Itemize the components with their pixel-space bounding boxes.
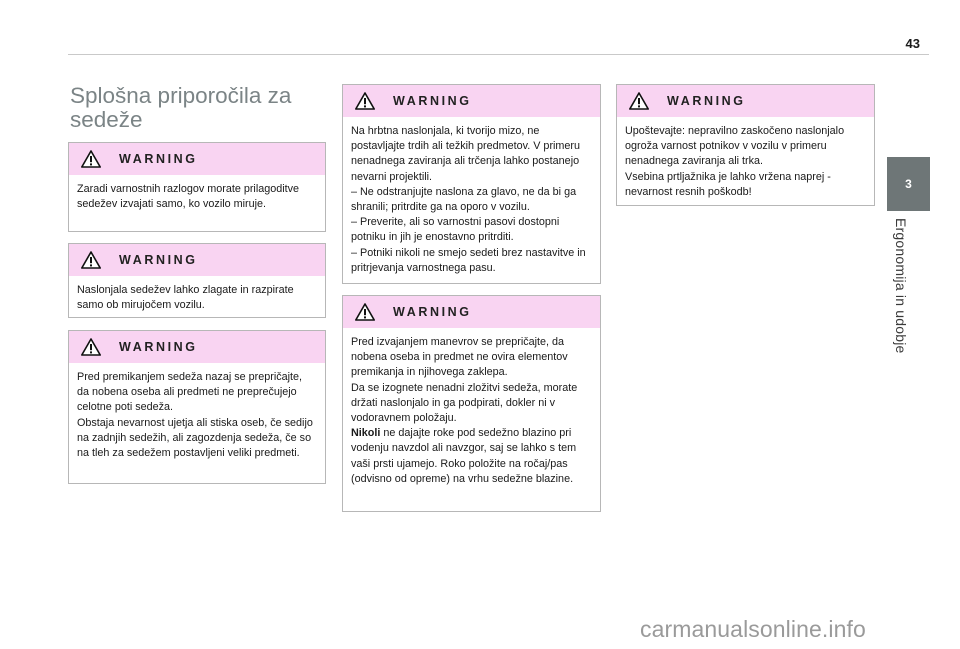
warning-box xyxy=(68,142,326,232)
warning-header xyxy=(617,85,874,117)
chapter-title: Ergonomija in udobje xyxy=(893,218,909,354)
body-text: Pred izvajanjem manevrov se prepričajte, da nobena oseba in predmet ne ovira elementov premikanja in njihovega zaklepa. xyxy=(351,336,568,379)
body-text: Na hrbtna naslonjala, ki tvorijo mizo, ne postavljajte trdih ali težkih predmetov. V primeru nenadnega zaviranja ali trčenja lahko postanejo nevarni projektili. xyxy=(351,125,581,183)
header-rule xyxy=(68,54,929,55)
body-text: Zaradi varnostnih razlogov morate prilagoditve sedežev izvajati samo, ko vozilo miruje. xyxy=(77,183,300,211)
warning-paragraph xyxy=(351,381,592,427)
warning-box xyxy=(342,295,601,512)
warning-text xyxy=(69,363,325,469)
chapter-tab[interactable]: 3 xyxy=(887,157,930,211)
warning-label: WARNING xyxy=(119,152,198,166)
warning-header xyxy=(69,143,325,175)
warning-triangle-icon xyxy=(81,150,101,168)
warning-label: WARNING xyxy=(119,253,198,267)
body-text: – Potniki nikoli ne smejo sedeti brez nastavitve in pritrjevanja varnostnega pasu. xyxy=(351,246,586,274)
warning-label: WARNING xyxy=(119,340,198,354)
warning-triangle-icon xyxy=(629,92,649,110)
page-number: 43 xyxy=(905,36,920,51)
warning-label: WARNING xyxy=(667,94,746,108)
warning-box xyxy=(68,243,326,318)
body-text: – Ne odstranjujte naslona za glavo, ne da bi ga shranili; pritrdite ga na oporo v vozilu. xyxy=(351,185,577,214)
warning-text xyxy=(343,328,600,495)
emphasis-text: Nikoli xyxy=(351,427,381,440)
warning-label: WARNING xyxy=(393,94,472,108)
warning-text xyxy=(343,117,600,284)
warning-text xyxy=(69,276,325,321)
body-text: Da se izognete nenadni zložitvi sedeža, morate držati naslonjalo in ga podpirati, dokler ni v vodoravnem položaju. xyxy=(351,381,578,425)
warning-text xyxy=(617,117,874,208)
body-text: ne dajajte roke pod sedežno blazino pri vodenju navzdol ali navzgor, saj se lahko s tem vaši prsti ujamejo. Roko položite na ročaj/pas (odvisno od opreme) na vrhu sedežne blazine. xyxy=(351,427,577,485)
section-title: Splošna priporočila za sedeže xyxy=(70,83,292,132)
body-text: Naslonjala sedežev lahko zlagate in razpirate samo ob mirujočem vozilu. xyxy=(77,284,294,312)
warning-paragraph xyxy=(77,182,317,212)
warning-triangle-icon xyxy=(81,338,101,356)
warning-paragraph xyxy=(351,215,592,245)
warning-paragraph xyxy=(77,283,317,313)
warning-triangle-icon xyxy=(355,303,375,321)
warning-paragraph xyxy=(351,335,592,381)
body-text: Upoštevajte: nepravilno zaskočeno naslonjalo ogroža varnost potnikov v vozilu v primeru nenadnega zaviranja ali trka. xyxy=(625,125,845,168)
warning-box xyxy=(68,330,326,484)
warning-paragraph xyxy=(625,170,866,200)
warning-header xyxy=(343,85,600,117)
body-text: – Preverite, ali so varnostni pasovi dostopni potniku in jih je enostavno pritrditi. xyxy=(351,216,560,244)
warning-paragraph xyxy=(351,426,592,487)
warning-triangle-icon xyxy=(355,92,375,110)
body-text: Obstaja nevarnost ujetja ali stiska oseb, če sedijo na zadnjih sedežih, ali zagozdenja sedeža, če so na tleh za sedežem postavljeni veliki predmeti. xyxy=(77,416,313,460)
warning-paragraph xyxy=(77,416,317,462)
warning-text xyxy=(69,175,325,220)
warning-paragraph xyxy=(351,246,592,276)
warning-paragraph xyxy=(625,124,866,170)
watermark: carmanualsonline.info xyxy=(640,616,866,642)
warning-header xyxy=(69,331,325,363)
warning-paragraph xyxy=(77,370,317,416)
warning-paragraph xyxy=(351,185,592,215)
warning-label: WARNING xyxy=(393,305,472,319)
warning-box xyxy=(342,84,601,284)
warning-header xyxy=(69,244,325,276)
warning-box xyxy=(616,84,875,206)
warning-triangle-icon xyxy=(81,251,101,269)
body-text: Pred premikanjem sedeža nazaj se prepričajte, da nobena oseba ali predmeti ne preprečujejo celotne poti sedeža. xyxy=(77,371,303,414)
body-text: Vsebina prtljažnika je lahko vržena naprej - nevarnost resnih poškodb! xyxy=(625,170,831,198)
warning-header xyxy=(343,296,600,328)
warning-paragraph xyxy=(351,124,592,185)
